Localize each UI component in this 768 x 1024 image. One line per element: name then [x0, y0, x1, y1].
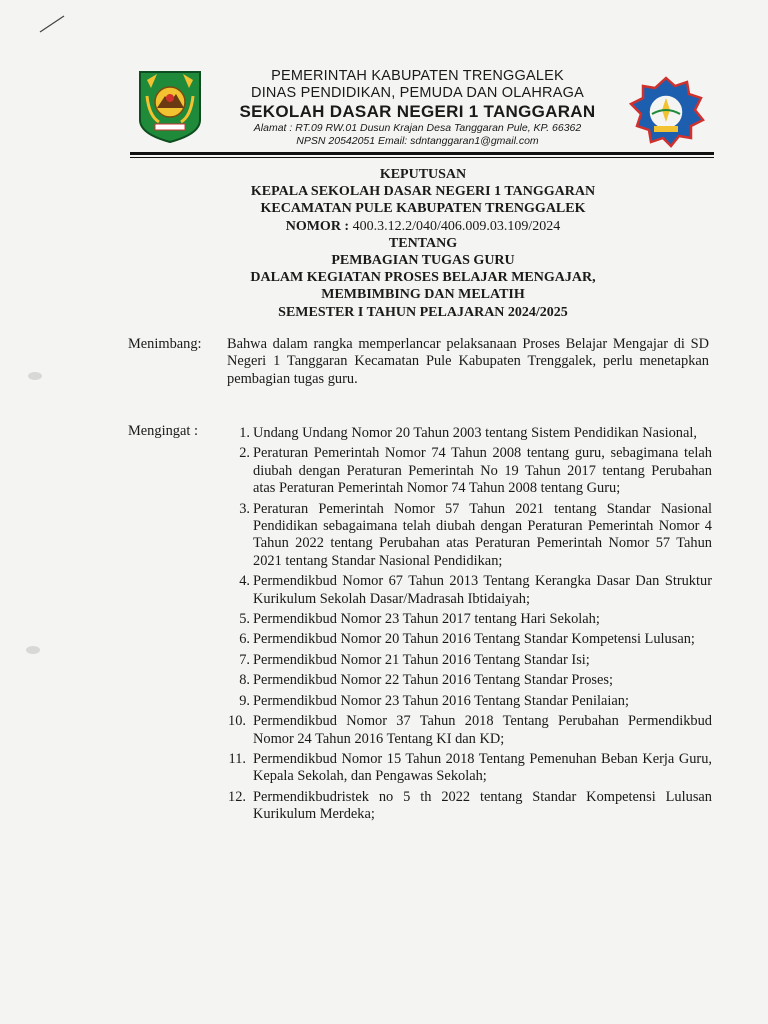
considering-text: Bahwa dalam rangka memperlancar pelaksanaan Proses Belajar Mengajar di SD Negeri 1 Tanggaran Kecamatan Pule Kabupaten Trenggalek, perlu menetapkan pembagian tugas guru. — [227, 336, 709, 387]
legal-basis-item — [222, 789, 712, 824]
legal-basis-item-number: 8. — [239, 672, 250, 689]
legal-basis-item — [222, 751, 712, 786]
education-office-emblem-icon — [625, 76, 707, 148]
considering-label: Menimbang: — [128, 336, 202, 352]
school-contact: NPSN 20542051 Email: sdntanggaran1@gmail.com — [296, 135, 539, 147]
legal-basis-item-number: 9. — [239, 692, 250, 709]
decree-number-value: 400.3.12.2/040/406.009.03.109/2024 — [352, 218, 561, 234]
letterhead — [215, 68, 620, 148]
legal-basis-item-number: 1. — [239, 425, 250, 441]
letterhead-rule-thin — [130, 157, 714, 158]
legal-basis-item — [222, 652, 712, 669]
legal-basis-item-number: 12. — [228, 788, 246, 805]
legal-basis-item-text: Permendikbud Nomor 23 Tahun 2016 Tentang Standar Penilaian; — [253, 692, 629, 709]
issuer-line: KEPALA SEKOLAH DASAR NEGERI 1 TANGGARAN — [250, 184, 596, 200]
subject-line-1: PEMBAGIAN TUGAS GURU — [331, 253, 515, 269]
department-name: DINAS PENDIDIKAN, PEMUDA DAN OLAHRAGA — [251, 85, 584, 101]
legal-basis-item-text: Permendikbud Nomor 20 Tahun 2016 Tentang Standar Kompetensi Lulusan; — [253, 631, 695, 648]
legal-basis-item-number: 10. — [228, 713, 246, 730]
legal-basis-item-text: Permendikbud Nomor 67 Tahun 2013 Tentang Kerangka Dasar Dan Struktur Kurikulum Sekolah Dasar/Madrasah Ibtidaiyah; — [253, 573, 712, 607]
legal-basis-item — [222, 672, 712, 689]
legal-basis-item-number: 4. — [239, 573, 250, 590]
subject-line-4: SEMESTER I TAHUN PELAJARAN 2024/2025 — [278, 304, 568, 320]
about-label: TENTANG — [388, 235, 458, 251]
legal-basis-item — [222, 425, 712, 442]
legal-basis-item-text: Permendikbud Nomor 15 Tahun 2018 Tentang Pemenuhan Beban Kerja Guru, Kepala Sekolah, dan Pengawas Sekolah; — [253, 750, 712, 785]
subject-line-3: MEMBIMBING DAN MELATIH — [321, 287, 525, 303]
punch-hole-mark — [28, 372, 42, 380]
legal-basis-item-number: 2. — [239, 445, 250, 462]
legal-basis-item — [222, 501, 712, 571]
government-name: PEMERINTAH KABUPATEN TRENGGALEK — [271, 68, 564, 84]
legal-basis-item-text: Undang Undang Nomor 20 Tahun 2003 tentang Sistem Pendidikan Nasional, — [253, 425, 697, 441]
pencil-mark-icon — [38, 14, 66, 34]
letterhead-rule-thick — [130, 152, 714, 155]
legal-basis-item-text: Peraturan Pemerintah Nomor 57 Tahun 2021 tentang Standar Nasional Pendidikan sebagaimana telah diubah dengan Peraturan Pemerintah Nomor 4 Tahun 2022 tentang Perubahan atas Peraturan Pemerintah Nomor 57 Tahun 2021 tentang Standar Nasional Pendidikan; — [253, 500, 712, 569]
legal-basis-item-number: 7. — [239, 651, 250, 668]
legal-basis-item-text: Permendikbud Nomor 21 Tahun 2016 Tentang Standar Isi; — [253, 651, 590, 668]
legal-basis-item-text: Permendikbud Nomor 37 Tahun 2018 Tentang Perubahan Permendikbud Nomor 24 Tahun 2016 Tentang KI dan KD; — [253, 713, 712, 747]
decree-number-label: NOMOR : — [285, 218, 350, 234]
legal-basis-item-number: 6. — [239, 631, 250, 648]
trenggalek-regency-emblem-icon — [135, 68, 205, 144]
decree-number — [140, 218, 706, 235]
legal-basis-item-text: Permendikbud Nomor 22 Tahun 2016 Tentang Standar Proses; — [253, 672, 613, 689]
legal-basis-item — [222, 631, 712, 648]
school-name: SEKOLAH DASAR NEGERI 1 TANGGARAN — [239, 102, 596, 121]
legal-basis-item-number: 11. — [228, 750, 246, 767]
legal-basis-item — [222, 573, 712, 608]
remembering-label: Mengingat : — [128, 423, 198, 439]
legal-basis-item — [222, 611, 712, 628]
issuer-location: KECAMATAN PULE KABUPATEN TRENGGALEK — [260, 201, 586, 217]
legal-basis-item — [222, 693, 712, 710]
school-address: Alamat : RT.09 RW.01 Dusun Krajan Desa Tanggaran Pule, KP. 66362 — [253, 122, 582, 134]
legal-basis-item — [222, 713, 712, 748]
legal-basis-item-text: Peraturan Pemerintah Nomor 74 Tahun 2008 tentang guru, sebagimana telah diubah dengan Peraturan Pemerintah No 19 Tahun 2017 tentang Perubahan atas Peraturan Pemerintah Nomor 74 Tahun 2008 tentang Guru; — [253, 445, 712, 497]
legal-basis-item-number: 5. — [239, 611, 250, 628]
subject-line-2: DALAM KEGIATAN PROSES BELAJAR MENGAJAR, — [250, 270, 596, 286]
legal-basis-item-number: 3. — [239, 500, 250, 517]
punch-hole-mark — [26, 646, 40, 654]
legal-basis-item-text: Permendikbud Nomor 23 Tahun 2017 tentang Hari Sekolah; — [253, 611, 600, 628]
legal-basis-item — [222, 445, 712, 497]
decree-heading — [140, 166, 706, 321]
legal-basis-list — [222, 425, 712, 827]
legal-basis-item-text: Permendikbudristek no 5 th 2022 tentang Standar Kompetensi Lulusan Kurikulum Merdeka; — [253, 788, 712, 823]
decree-title: KEPUTUSAN — [379, 167, 467, 182]
